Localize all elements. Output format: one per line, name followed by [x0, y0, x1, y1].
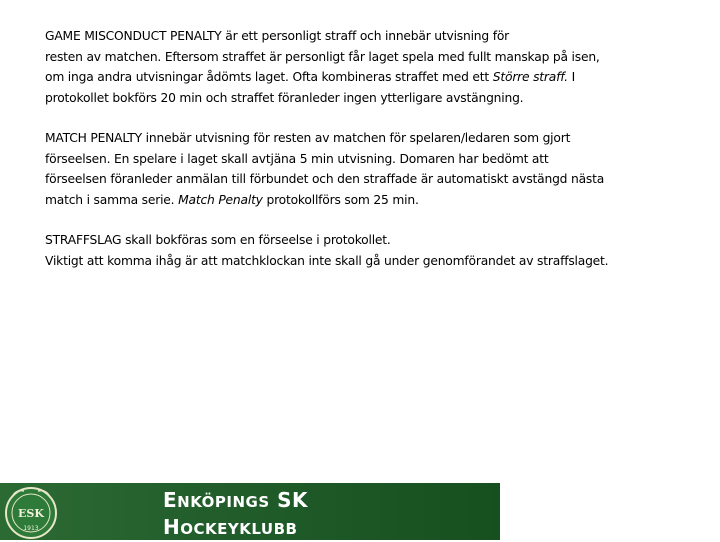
- text-segment: match i samma serie.: [45, 192, 179, 207]
- crest-year: 1913: [23, 525, 39, 532]
- emphasis-text: Match Penalty: [178, 192, 263, 207]
- footer-banner: [0, 483, 500, 540]
- paragraph-match-penalty: [45, 128, 705, 210]
- text-line: resten av matchen. Eftersom straffet är personligt får laget spela med fullt manskap på isen,: [45, 49, 600, 64]
- text-line: GAME MISCONDUCT PENALTY är ett personligt straff och innebär utvisning för: [45, 29, 510, 43]
- text-line: förseelsen föranleder anmälan till förbundet och den straffade är automatiskt avstängd nästa: [45, 172, 605, 186]
- text-line: STRAFFSLAG skall bokföras som en förseelse i protokollet.: [45, 233, 391, 247]
- crest-text: ESK: [18, 507, 44, 520]
- text-segment: om inga andra utvisningar ådömts laget. Ofta kombineras straffet med ett: [45, 70, 493, 84]
- club-name-line1: ENKÖPINGS SK: [163, 488, 309, 512]
- text-segment: I: [567, 70, 576, 84]
- club-name: [163, 488, 308, 542]
- paragraph-straffslag: [45, 230, 705, 271]
- text-line: [45, 67, 705, 88]
- text-line: [45, 190, 705, 211]
- club-crest-icon: [2, 483, 60, 540]
- text-line: protokollet bokförs 20 min och straffet föranleder ingen ytterligare avstängning.: [45, 90, 524, 105]
- paragraph-game-misconduct: [45, 26, 705, 108]
- text-line: Viktigt att komma ihåg är att matchklockan inte skall gå under genomförandet av straffslaget.: [45, 253, 609, 268]
- club-name-line2: HOCKEYKLUBB: [163, 515, 298, 539]
- document-body: [45, 26, 705, 291]
- text-line: MATCH PENALTY innebär utvisning för resten av matchen för spelaren/ledaren som gjort: [45, 131, 571, 145]
- emphasis-text: Större straff.: [492, 70, 568, 84]
- text-line: förseelsen. En spelare i laget skall avtjäna 5 min utvisning. Domaren har bedömt att: [45, 151, 549, 166]
- text-segment: protokollförs som 25 min.: [262, 192, 419, 207]
